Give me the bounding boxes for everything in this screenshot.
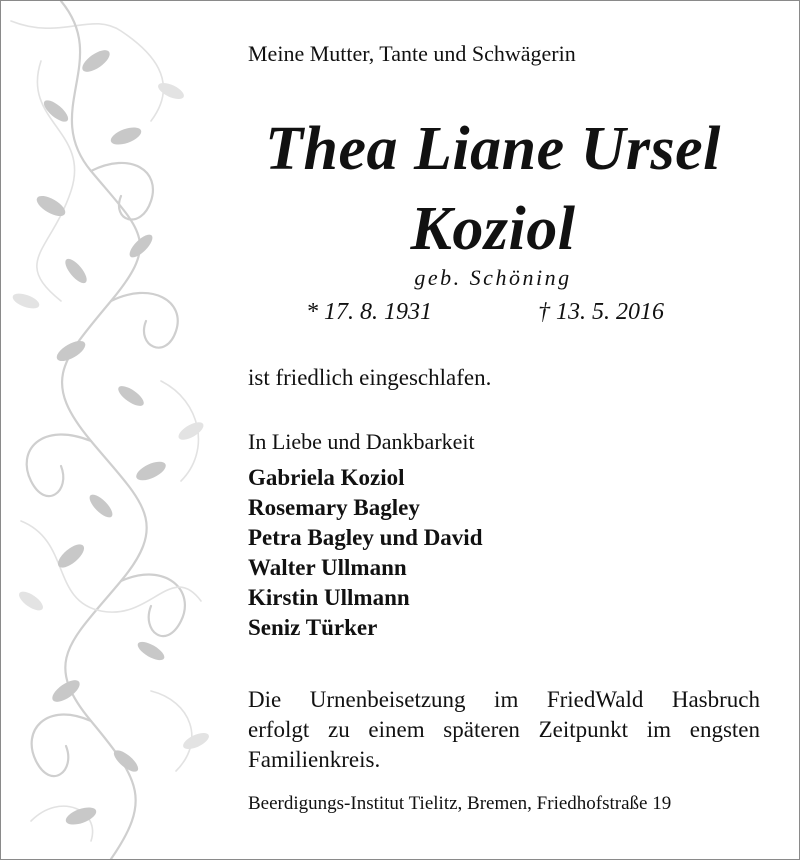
deceased-name-line2: Koziol	[410, 195, 576, 263]
deceased-name	[248, 109, 738, 269]
burial-line: Familienkreis.	[248, 747, 381, 772]
deceased-name-line1: Thea Liane Ursel	[265, 115, 721, 183]
list-item: Seniz Türker	[248, 615, 378, 640]
birth-date: * 17. 8. 1931	[306, 299, 432, 325]
death-date: † 13. 5. 2016	[538, 299, 664, 325]
list-item: Walter Ullmann	[248, 555, 407, 580]
burial-line: erfolgt zu einem späteren Zeitpunkt im engsten	[248, 717, 760, 742]
burial-line: Die Urnenbeisetzung im FriedWald Hasbruch	[248, 687, 760, 712]
list-item: Kirstin Ullmann	[248, 585, 410, 610]
burial-info	[248, 685, 760, 775]
undertaker-line: Beerdigungs-Institut Tielitz, Bremen, Friedhofstraße 19	[248, 793, 672, 814]
list-item: Gabriela Koziol	[248, 465, 405, 490]
intro-line: Meine Mutter, Tante und Schwägerin	[248, 41, 576, 66]
list-item: Petra Bagley und David	[248, 525, 483, 550]
floral-vine-ornament	[1, 1, 231, 859]
list-item: Rosemary Bagley	[248, 495, 420, 520]
mourners-list	[248, 463, 482, 643]
dedication-line: In Liebe und Dankbarkeit	[248, 429, 475, 454]
passing-sentence: ist friedlich eingeschlafen.	[248, 365, 492, 390]
maiden-name: geb. Schöning	[414, 265, 572, 290]
